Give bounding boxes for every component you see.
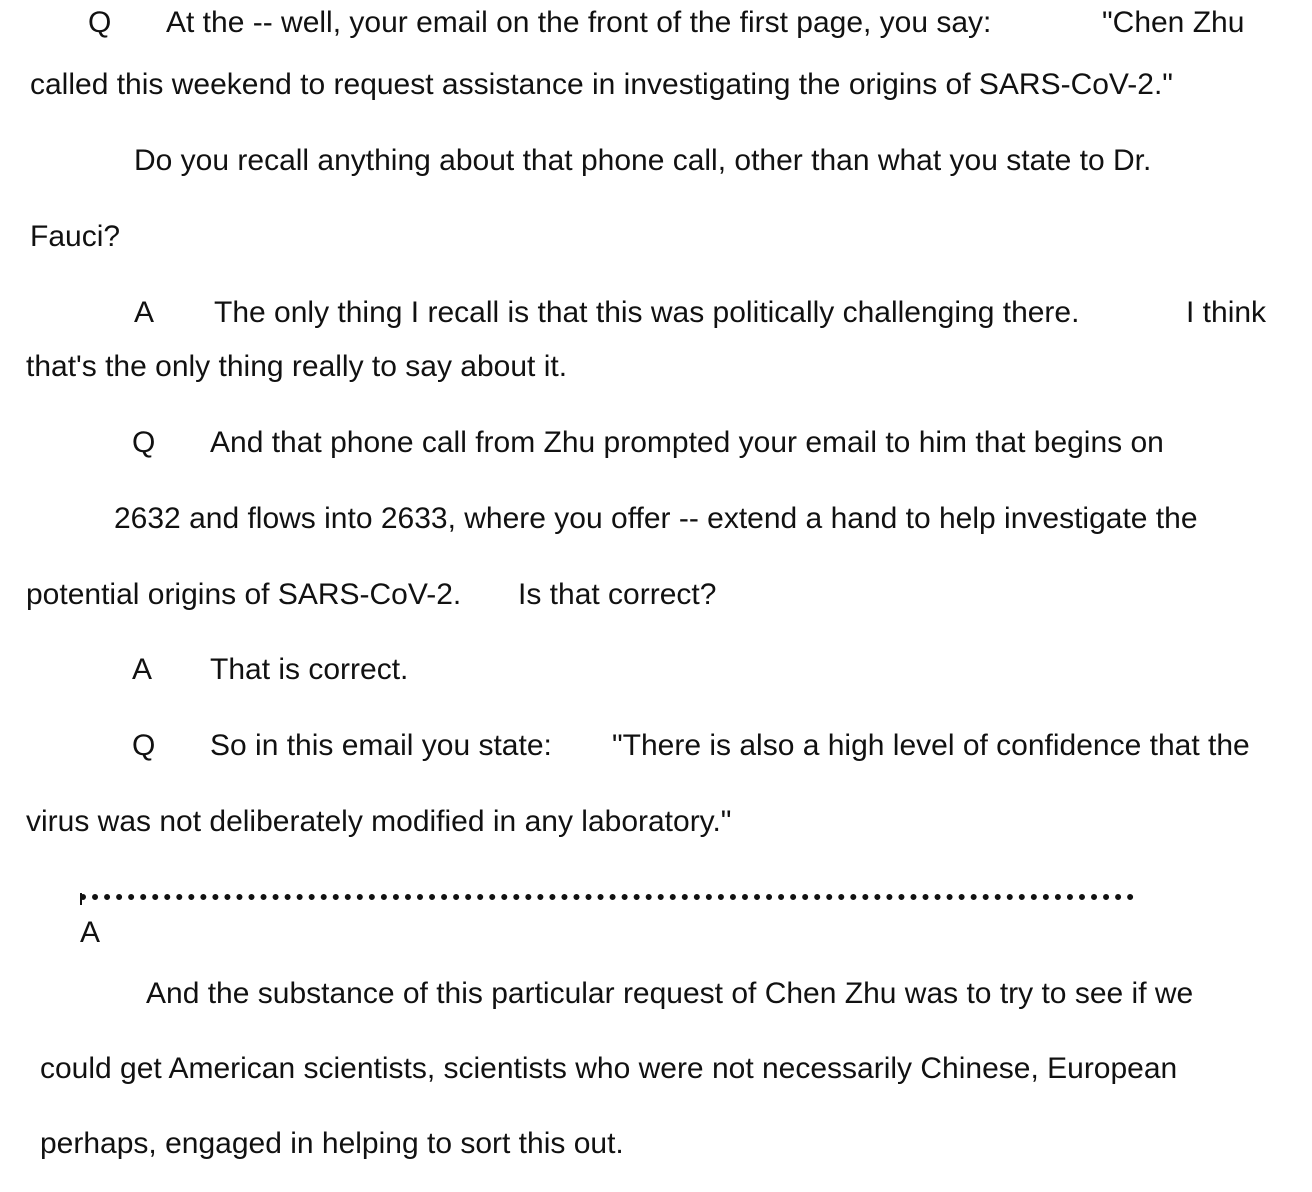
question-text-line: At the -- well, your email on the front of the first page, you say: (166, 6, 992, 39)
question-text-line: Do you recall anything about that phone call, other than what you state to Dr. (134, 144, 1152, 177)
quote-text: "There is also a high level of confidence that the (612, 729, 1250, 762)
question-text-line: So in this email you state: (210, 729, 552, 762)
question-text-line: Is that correct? (518, 578, 717, 611)
question-text-line: called this weekend to request assistance in investigating the origins of SARS-CoV-2." (30, 68, 1173, 101)
quote-text: "Chen Zhu (1102, 6, 1245, 39)
question-text-line: virus was not deliberately modified in any laboratory." (26, 805, 732, 838)
answer-text-line: that's the only thing really to say about it. (26, 350, 568, 383)
question-text-line: 2632 and flows into 2633, where you offer -- extend a hand to help investigate the (114, 502, 1198, 535)
speaker-marker-q: Q (88, 6, 112, 39)
speaker-marker-a: A (132, 653, 153, 686)
speaker-marker-a: A (134, 296, 155, 329)
question-text-line: potential origins of SARS-CoV-2. (26, 578, 462, 611)
question-text-line: And that phone call from Zhu prompted your email to him that begins on (210, 426, 1164, 459)
speaker-marker-q: Q (132, 426, 156, 459)
dotted-separator (80, 894, 1134, 900)
answer-text-line: And the substance of this particular request of Chen Zhu was to try to see if we (146, 977, 1194, 1010)
answer-text-line: perhaps, engaged in helping to sort this out. (40, 1127, 624, 1160)
speaker-marker-q: Q (132, 729, 156, 762)
question-text-line: Fauci? (30, 220, 121, 253)
answer-text-line: The only thing I recall is that this was politically challenging there. (214, 296, 1080, 329)
answer-text-line: could get American scientists, scientists who were not necessarily Chinese, European (40, 1052, 1178, 1085)
answer-text-line: That is correct. (210, 653, 409, 686)
speaker-marker-a: A (80, 916, 101, 949)
answer-text-line: I think (1186, 296, 1267, 329)
